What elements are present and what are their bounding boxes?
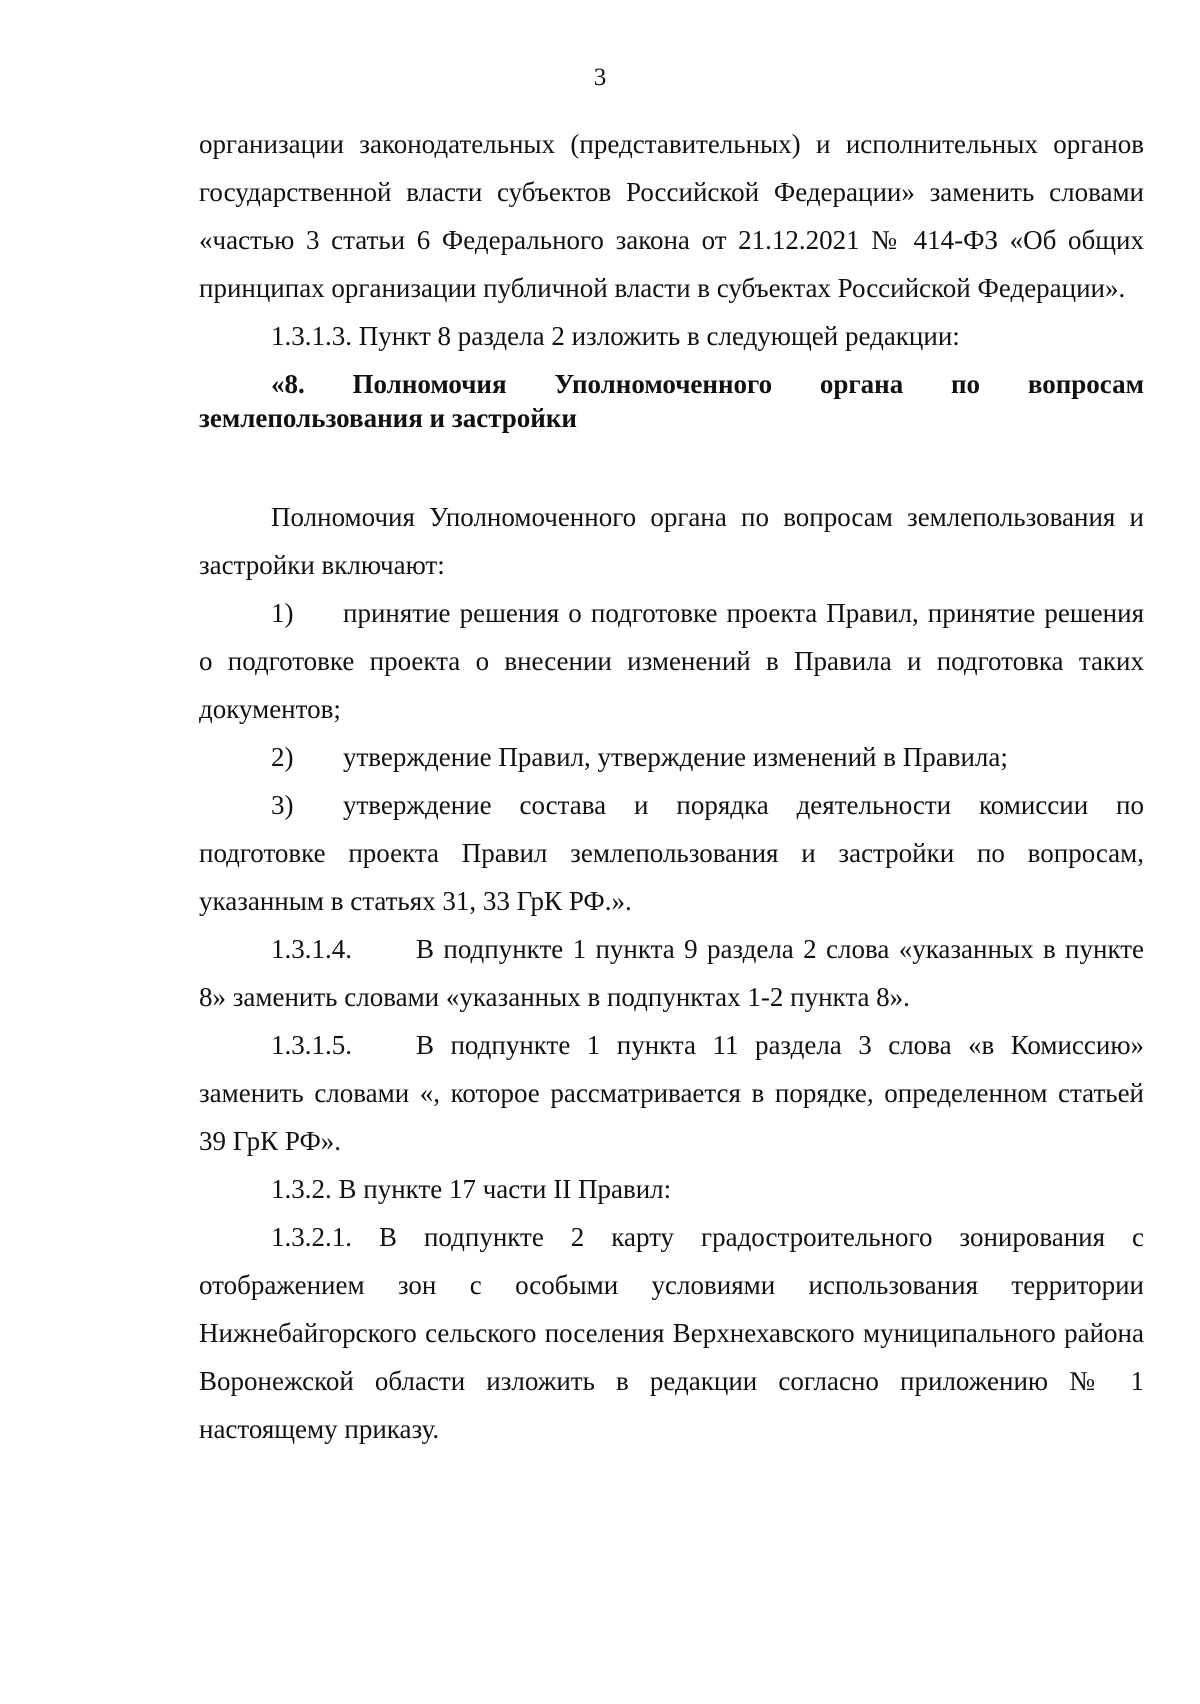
paragraph-1-3-2: 1.3.2. В пункте 17 части II Правил: <box>271 1174 672 1204</box>
paragraph-1-3-1-3: 1.3.1.3. Пункт 8 раздела 2 изложить в следующей редакции: <box>271 321 960 351</box>
paragraph-continuation: организации законодательных (представительных) и исполнительных органов государственной власти субъектов Российской Федерации» заменить словами «частью 3 статьи 6 Федерального закона от 21.12.2021 № 414-ФЗ «Об общих принципах организации публичной власти в субъектах Российской Федерации». <box>199 129 1144 303</box>
paragraph-1-3-2-1: 1.3.2.1. В подпункте 2 карту градостроительного зонирования с отображением зон с особыми условиями использования территории Нижнебайгорского сельского поселения Верхнехавского муниципального района Воронежской области изложить в редакции согласно приложению № 1 настоящему приказу. <box>199 1222 1144 1444</box>
paragraph-text: В подпункте 1 пункта 11 раздела 3 слова «в Комиссию» заменить словами «, которое рассматривается в порядке, определенном статьей 39 ГрК РФ». <box>199 1030 1144 1156</box>
list-item-1 <box>199 589 1144 733</box>
list-item-3 <box>199 781 1144 925</box>
paragraph-1-3-1-5 <box>199 1021 1144 1165</box>
list-item-number: 1) <box>271 598 294 628</box>
list-item-number: 2) <box>271 742 294 772</box>
paragraph-powers-intro: Полномочия Уполномоченного органа по вопросам землепользования и застройки включают: <box>199 502 1144 580</box>
paragraph-number: 1.3.1.4. <box>271 934 352 964</box>
paragraph-1-3-1-4 <box>199 925 1144 1021</box>
list-item-text: утверждение состава и порядка деятельности комиссии по подготовке проекта Правил землепользования и застройки по вопросам, указанным в статьях 31, 33 ГрК РФ.». <box>199 790 1144 916</box>
list-item-number: 3) <box>271 790 294 820</box>
spacer <box>199 435 1144 493</box>
list-item-text: утверждение Правил, утверждение изменений в Правила; <box>343 742 1008 772</box>
page-number: 3 <box>593 64 607 91</box>
list-item-text: принятие решения о подготовке проекта Правил, принятие решения о подготовке проекта о внесении изменений в Правила и подготовка таких документов; <box>199 598 1144 724</box>
list-item-2 <box>199 733 1144 781</box>
paragraph-text: В подпункте 1 пункта 9 раздела 2 слова «указанных в пункте 8» заменить словами «указанных в подпунктах 1-2 пункта 8». <box>199 934 1144 1012</box>
section-heading: «8. Полномочия Уполномоченного органа по вопросам землепользования и застройки <box>199 369 1144 433</box>
document-body <box>199 120 1144 1453</box>
paragraph-number: 1.3.1.5. <box>271 1030 352 1060</box>
